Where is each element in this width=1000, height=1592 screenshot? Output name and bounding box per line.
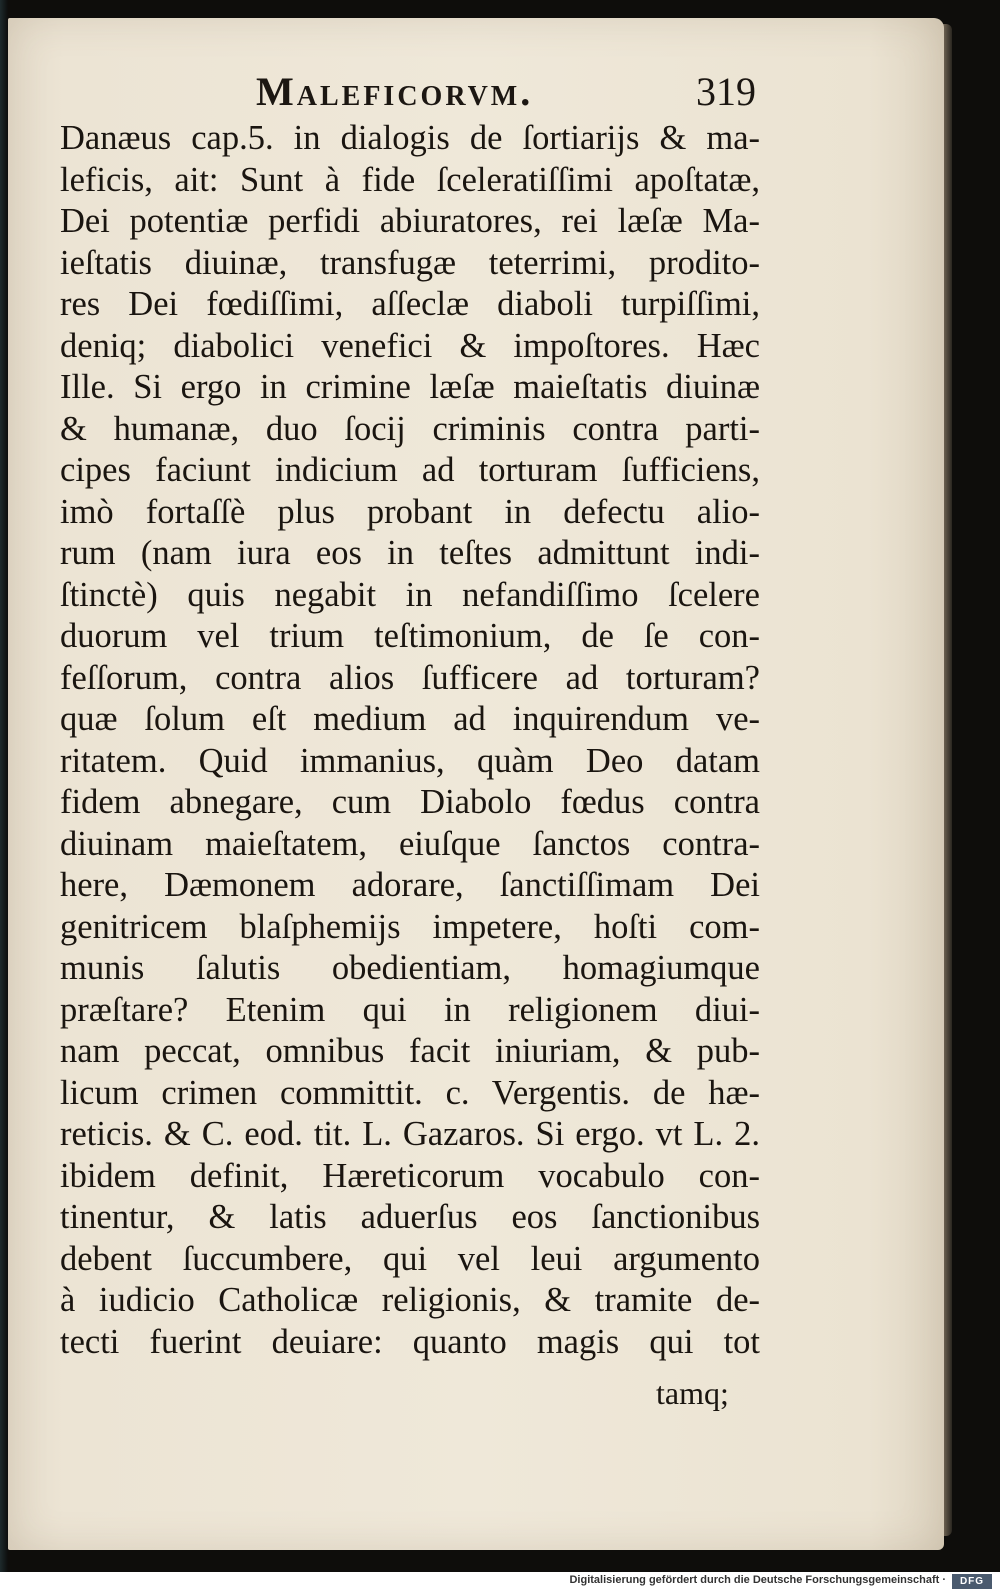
- text-line: ibidem definit, Hæreticorum vocabulo con-: [60, 1156, 760, 1195]
- text-line: tinentur, & latis aduerſus eos ſanctionibus: [60, 1198, 760, 1236]
- dfg-logo-icon: DFG: [952, 1574, 992, 1589]
- text-line: quæ ſolum eſt medium ad inquirendum ve-: [60, 700, 760, 738]
- text-line: here, Dæmonem adorare, ſanctiſſimam Dei: [60, 866, 760, 904]
- page-number: 319: [696, 69, 756, 114]
- text-line: feſſorum, contra alios ſufficere ad torturam?: [60, 658, 760, 697]
- text-line: reticis. & C. eod. tit. L. Gazaros. Si ergo. vt L. 2.: [60, 1115, 760, 1153]
- text-line: & humanæ, duo ſocij criminis contra parti-: [60, 409, 760, 448]
- funding-credit: Digitalisierung gefördert durch die Deutsche Forschungsgemeinschaft ·: [569, 1574, 946, 1586]
- text-line: duorum vel trium teſtimonium, de ſe con-: [60, 617, 760, 655]
- text-line: munis ſalutis obedientiam, homagiumque: [60, 949, 760, 987]
- book-spine: [0, 0, 8, 1592]
- text-line: licum crimen committit. c. Vergentis. de hæ-: [60, 1073, 760, 1112]
- catchword: tamq;: [656, 1375, 729, 1411]
- text-line: ritatem. Quid immanius, quàm Deo datam: [60, 741, 760, 780]
- text-line: à iudicio Catholicæ religionis, & tramite de-: [60, 1281, 760, 1319]
- text-line: genitricem blaſphemijs impetere, hoſti com-: [60, 907, 760, 946]
- text-line: Ille. Si ergo in crimine læſæ maieſtatis diuinæ: [60, 368, 760, 406]
- text-line: Danæus cap.5. in dialogis de ſortiarijs & ma-: [60, 119, 760, 157]
- text-line: imò fortaſſè plus probant in defectu alio-: [60, 492, 760, 531]
- text-line: præſtare? Etenim qui in religionem diui-: [60, 990, 760, 1029]
- text-line: diuinam maieſtatem, eiuſque ſanctos contra-: [60, 824, 760, 863]
- text-line: deniq; diabolici venefici & impoſtores. Hæc: [60, 326, 760, 365]
- text-line: tecti fuerint deuiare: quanto magis qui tot: [60, 1322, 760, 1361]
- book-page: [8, 18, 944, 1550]
- text-line: res Dei fœdiſſimi, aſſeclæ diaboli turpiſſimi,: [60, 285, 760, 323]
- text-block: [60, 118, 760, 1363]
- text-line: cipes faciunt indicium ad torturam ſufficiens,: [60, 451, 760, 489]
- text-line: leficis, ait: Sunt à fide ſceleratiſſimi apoſtatæ,: [60, 160, 760, 199]
- text-line: ſtinctè) quis negabit in nefandiſſimo ſcelere: [60, 575, 760, 614]
- text-line: rum (nam iura eos in teſtes admittunt indi-: [60, 534, 760, 572]
- footer-bar: [0, 1572, 1000, 1592]
- text-line: debent ſuccumbere, qui vel leui argumento: [60, 1239, 760, 1278]
- text-line: nam peccat, omnibus facit iniuriam, & pub-: [60, 1032, 760, 1070]
- running-title: Maleficorvm.: [256, 69, 534, 114]
- text-line: Dei potentiæ perfidi abiuratores, rei læſæ Ma-: [60, 202, 760, 240]
- text-line: ieſtatis diuinæ, transfugæ teterrimi, prodito-: [60, 243, 760, 282]
- text-line: fidem abnegare, cum Diabolo fœdus contra: [60, 783, 760, 821]
